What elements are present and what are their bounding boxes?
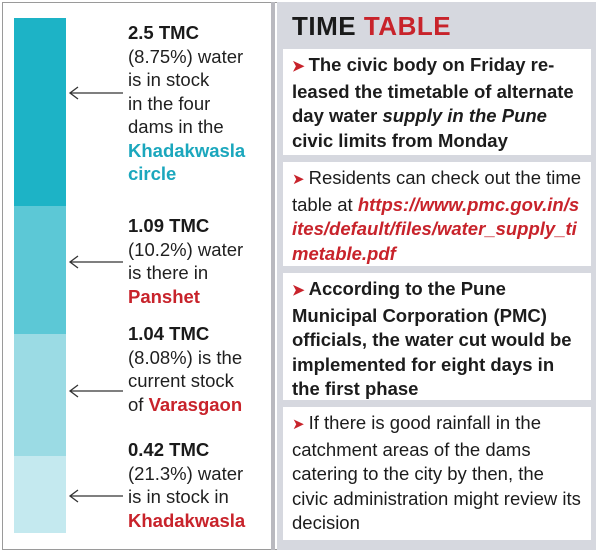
title-part-red: TABLE xyxy=(363,11,452,41)
timetable-link[interactable]: https://www.pmc.gov.in/sites/default/files/water_supply_timetable.pdf xyxy=(292,193,580,264)
dam-amount: 0.42 TMC xyxy=(128,439,210,460)
timetable-bullet-1 xyxy=(283,49,591,155)
bullet-text: Residents can check out the time table at xyxy=(292,167,582,215)
dam-text-line: is there in xyxy=(128,262,209,283)
dam-label-khadakwasla-circle xyxy=(128,21,268,186)
dam-text-line: is in stock xyxy=(128,69,210,90)
dam-place-name: Varasgaon xyxy=(148,393,243,415)
timetable-bullet-3 xyxy=(283,273,591,400)
bullet-text: The civic body on Friday re-leased the timetable of alternate day water xyxy=(292,54,574,126)
bullet-text-italic: supply in the Pune xyxy=(382,105,547,126)
triangle-bullet-icon: ➤ xyxy=(292,282,305,299)
bar-segment-panshet xyxy=(14,206,66,334)
dam-place-name: Khadakwasla xyxy=(128,139,246,161)
column-divider xyxy=(271,2,275,550)
dam-label-khadakwasla xyxy=(128,438,268,532)
dam-amount: 1.09 TMC xyxy=(128,215,210,236)
dam-label-panshet xyxy=(128,214,268,308)
dam-text-line: (10.2%) water xyxy=(128,238,244,260)
dam-label-varasgaon xyxy=(128,322,268,416)
arrow-left-icon xyxy=(68,383,124,399)
arrow-left-icon xyxy=(68,488,124,504)
arrow-left-icon xyxy=(68,254,124,270)
bar-segment-khadakwasla-circle xyxy=(14,18,66,206)
triangle-bullet-icon: ➤ xyxy=(292,58,305,75)
bullet-text: If there is good rainfall in the catchment areas of the dams catering to the city by then, the civic administration might review its decision xyxy=(292,412,581,533)
dam-text-line: (8.75%) water xyxy=(128,45,244,67)
dam-text-prefix: of xyxy=(128,393,149,415)
dam-text-line: current stock xyxy=(128,370,234,391)
title-part-black: TIME xyxy=(292,11,364,41)
triangle-bullet-icon: ➤ xyxy=(292,171,305,188)
bar-segment-khadakwasla xyxy=(14,456,66,533)
dam-amount: 2.5 TMC xyxy=(128,22,199,43)
dam-text-line: in the four xyxy=(128,92,211,114)
timetable-title xyxy=(292,11,451,41)
bar-segment-varasgaon xyxy=(14,334,66,456)
triangle-bullet-icon: ➤ xyxy=(292,416,305,433)
dam-text-line: dams in the xyxy=(128,116,224,137)
dam-place-name: Panshet xyxy=(128,285,200,307)
bullet-text: civic limits from Monday xyxy=(292,129,508,151)
dam-amount: 1.04 TMC xyxy=(128,323,210,344)
bullet-text: According to the Pune Municipal Corporation (PMC) officials, the water cut would be implemented for eight days in the first phase xyxy=(292,278,572,399)
dam-text-line: is in stock in xyxy=(128,486,229,507)
dam-place-name: circle xyxy=(128,163,177,184)
arrow-left-icon xyxy=(68,85,124,101)
timetable-bullet-2 xyxy=(283,162,591,266)
dam-text-line: (21.3%) water xyxy=(128,462,244,484)
dam-text-line: (8.08%) is the xyxy=(128,346,243,368)
dam-place-name: Khadakwasla xyxy=(128,509,246,531)
timetable-bullet-4 xyxy=(283,407,591,540)
dam-text-line xyxy=(128,393,268,417)
